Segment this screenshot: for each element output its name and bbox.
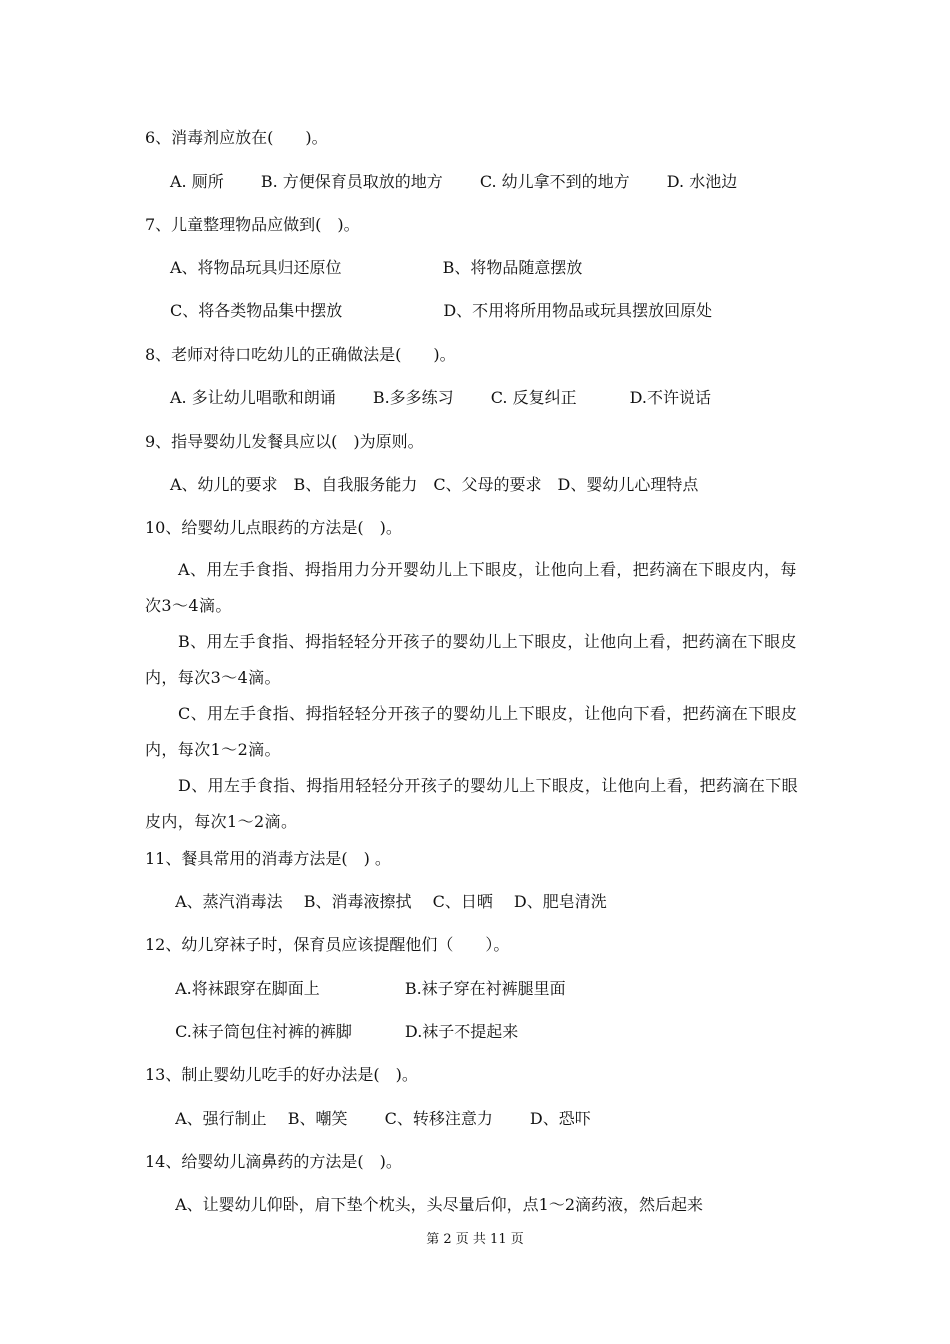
question-14-option-a: A、让婴幼儿仰卧，肩下垫个枕头，头尽量后仰，点1～2滴药液，然后起来 [170,1195,704,1214]
page-footer: 第 2 页 共 11 页 [426,1232,524,1247]
question-13-stem: 13、制止婴幼儿吃手的好办法是( )。 [145,1065,418,1084]
question-9-stem: 9、指导婴幼儿发餐具应以( )为原则。 [145,432,424,451]
question-7-options-cd: C、将各类物品集中摆放 D、不用将所用物品或玩具摆放回原处 [170,301,713,320]
question-12-options-ab: A.将袜跟穿在脚面上 B.袜子穿在衬裤腿里面 [170,979,566,998]
question-8-stem: 8、老师对待口吃幼儿的正确做法是( )。 [145,345,456,364]
question-6-options: A. 厕所 B. 方便保育员取放的地方 C. 幼儿拿不到的地方 D. 水池边 [170,172,738,191]
question-10-option-c: C、用左手食指、拇指轻轻分开孩子的婴幼儿上下眼皮，让他向下看，把药滴在下眼皮内，每次1～2滴。 [145,704,798,759]
question-13-options: A、强行制止 B、嘲笑 C、转移注意力 D、恐吓 [170,1109,591,1128]
question-12-options-cd: C.袜子筒包住衬裤的裤脚 D.袜子不提起来 [170,1022,519,1041]
question-7-options-ab: A、将物品玩具归还原位 B、将物品随意摆放 [170,258,583,277]
question-14-stem: 14、给婴幼儿滴鼻药的方法是( )。 [145,1152,402,1171]
question-10-option-d: D、用左手食指、拇指用轻轻分开孩子的婴幼儿上下眼皮，让他向上看，把药滴在下眼皮内，每次1～2滴。 [145,776,799,831]
question-11-stem: 11、餐具常用的消毒方法是( ) 。 [145,849,391,868]
question-10-option-a: A、用左手食指、拇指用力分开婴幼儿上下眼皮，让他向上看，把药滴在下眼皮内，每次3～4滴。 [145,560,797,615]
question-7-stem: 7、儿童整理物品应做到( )。 [145,215,360,234]
question-12-stem: 12、幼儿穿袜子时，保育员应该提醒他们（ ）。 [145,935,510,954]
question-10-option-b: B、用左手食指、拇指轻轻分开孩子的婴幼儿上下眼皮，让他向上看，把药滴在下眼皮内，每次3～4滴。 [145,632,797,687]
question-8-options: A. 多让幼儿唱歌和朗诵 B.多多练习 C. 反复纠正 D.不许说话 [170,388,712,407]
question-10-stem: 10、给婴幼儿点眼药的方法是( )。 [145,518,402,537]
question-6-stem: 6、消毒剂应放在( )。 [145,128,328,147]
question-9-options: A、幼儿的要求 B、自我服务能力 C、父母的要求 D、婴幼儿心理特点 [170,475,699,494]
question-11-options: A、蒸汽消毒法 B、消毒液擦拭 C、日晒 D、肥皂清洗 [170,892,607,911]
